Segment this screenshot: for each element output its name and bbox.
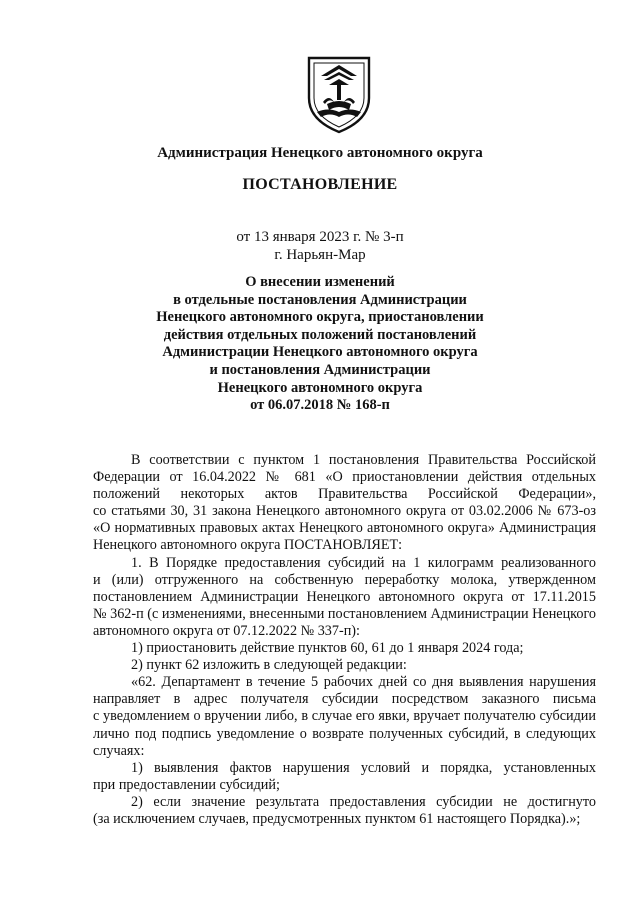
body-line: и (или) отгруженного на собственную переработку молока, утвержденном bbox=[93, 571, 596, 588]
body-line: положений некоторых актов Правительства Российской Федерации», bbox=[93, 486, 596, 503]
body-line: В соответствии с пунктом 1 постановления Правительства Российской bbox=[131, 452, 596, 468]
document-date: от 13 января 2023 г. № 3-п bbox=[236, 229, 404, 245]
body-line: (за исключением случаев, предусмотренных пунктом 61 настоящего Порядка).»; bbox=[93, 810, 581, 827]
title-line: О внесении изменений bbox=[245, 274, 395, 290]
body-line: «О нормативных правовых актах Ненецкого автономного округа» Администрация bbox=[93, 520, 596, 537]
body-line: постановлением Администрации Ненецкого автономного округа от 17.11.2015 bbox=[93, 588, 596, 605]
coat-of-arms-icon bbox=[297, 54, 381, 134]
title-line: в отдельные постановления Администрации bbox=[173, 291, 467, 308]
body-line: со статьями 30, 31 закона Ненецкого автономного округа от 03.02.2006 № 673-оз bbox=[93, 503, 596, 520]
body-line: № 362-п (с изменениями, внесенными постановлением Администрации Ненецкого bbox=[93, 605, 596, 622]
body-line: «62. Департамент в течение 5 рабочих дней со дня выявления нарушения bbox=[131, 674, 596, 691]
body-line: Федерации от 16.04.2022 № 681 «О приостановлении действия отдельных bbox=[93, 469, 596, 486]
body-line: автономного округа от 07.12.2022 № 337-п): bbox=[93, 622, 360, 639]
body-line: 2) пункт 62 изложить в следующей редакции: bbox=[131, 657, 407, 674]
organization-name: Администрация Ненецкого автономного округа bbox=[157, 145, 483, 161]
body-line: Ненецкого автономного округа ПОСТАНОВЛЯЕТ: bbox=[93, 537, 403, 554]
document-city: г. Нарьян-Мар bbox=[274, 247, 366, 263]
body-line: 2) если значение результата предоставления субсидии не достигнуто bbox=[131, 793, 596, 810]
body-line: случаях: bbox=[93, 742, 145, 759]
body-line: с уведомлением о вручении либо, в случае его явки, вручает получателю субсидии bbox=[93, 708, 596, 725]
body-line: направляет в адрес получателя субсидии посредством заказного письма bbox=[93, 691, 596, 708]
title-line: действия отдельных положений постановлений bbox=[163, 326, 477, 343]
document-title bbox=[0, 274, 640, 415]
document-body bbox=[93, 452, 596, 828]
title-line: Ненецкого автономного округа, приостановлении bbox=[156, 309, 484, 326]
title-line: и постановления Администрации bbox=[209, 361, 431, 378]
body-line: 1) выявления фактов нарушения условий и порядка, установленных bbox=[131, 759, 596, 776]
title-line: от 06.07.2018 № 168-п bbox=[250, 397, 390, 414]
document-type: ПОСТАНОВЛЕНИЕ bbox=[242, 176, 398, 193]
title-line: Администрации Ненецкого автономного округа bbox=[162, 344, 478, 361]
body-line: лично под подпись уведомление о возврате полученных субсидий, в следующих bbox=[93, 725, 596, 742]
body-line: 1) приостановить действие пунктов 60, 61 до 1 января 2024 года; bbox=[131, 640, 524, 657]
title-line: Ненецкого автономного округа bbox=[217, 379, 423, 396]
body-line: при предоставлении субсидий; bbox=[93, 776, 280, 793]
body-line: 1. В Порядке предоставления субсидий на 1 килограмм реализованного bbox=[131, 554, 596, 571]
